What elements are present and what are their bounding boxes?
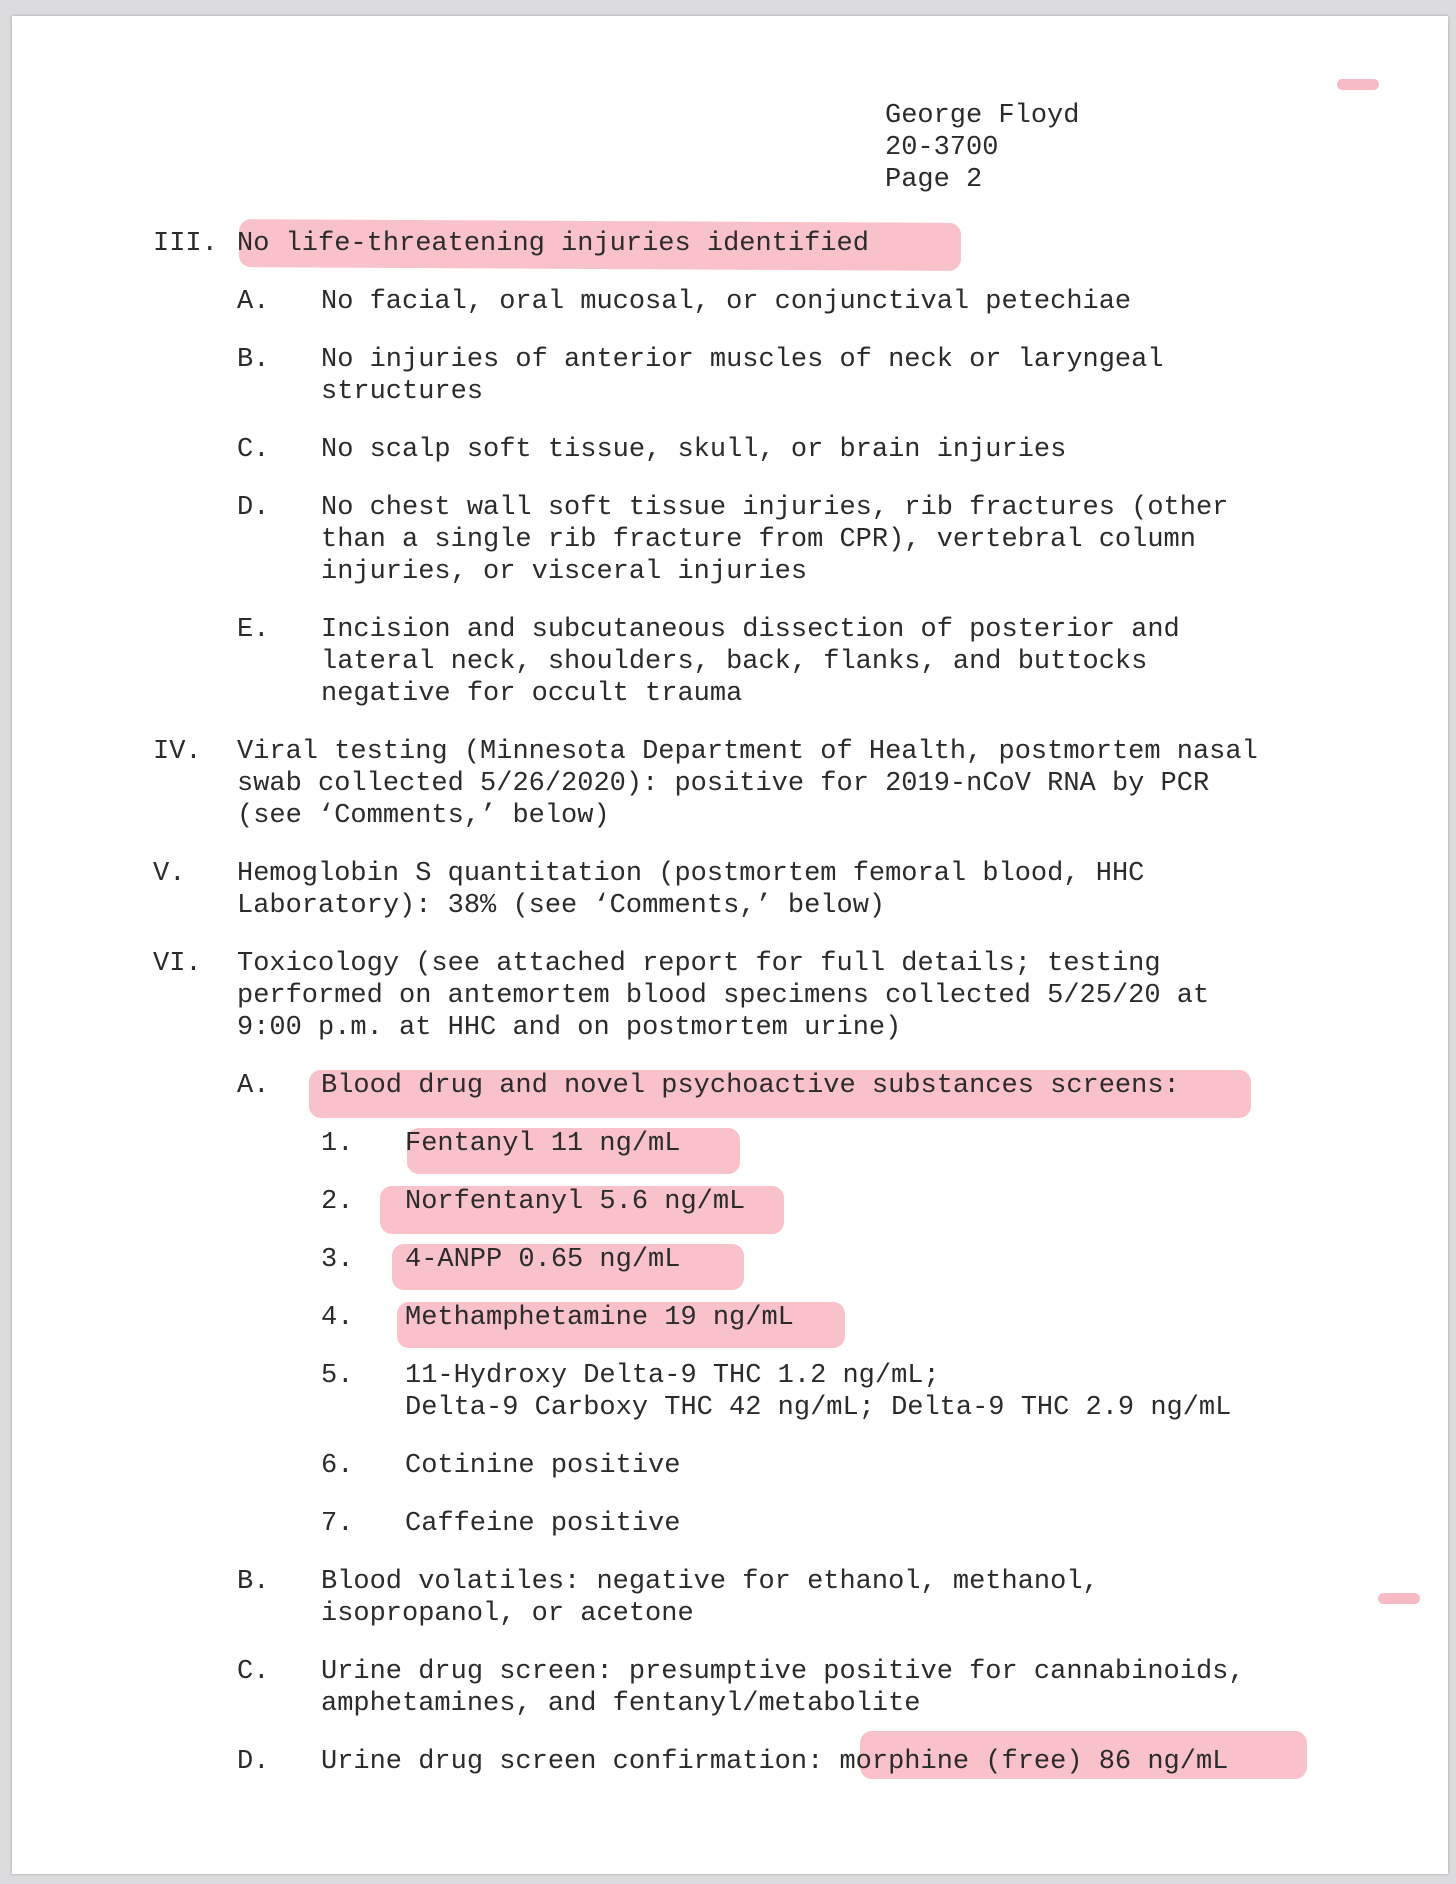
item-text: No facial, oral mucosal, or conjunctival petechiae (321, 287, 1132, 317)
section-text: Hemoglobin S quantitation (postmortem femoral blood, HHC (237, 859, 1145, 889)
subitem-label: 6. (321, 1451, 354, 1481)
item-label: D. (237, 1747, 270, 1777)
section-title: No life-threatening injuries identified (237, 229, 869, 259)
subitem-label: 2. (321, 1187, 354, 1217)
item-text: than a single rib fracture from CPR), vertebral column (321, 525, 1196, 555)
subitem-text: Methamphetamine 19 ng/mL (405, 1303, 794, 1333)
section-numeral: VI. (153, 949, 202, 979)
item-text: amphetamines, and fentanyl/metabolite (321, 1689, 921, 1719)
item-text: No injuries of anterior muscles of neck or laryngeal (321, 345, 1164, 375)
item-text: Urine drug screen: presumptive positive for cannabinoids, (321, 1657, 1245, 1687)
section-text: Toxicology (see attached report for full details; testing (237, 949, 1161, 979)
item-label: E. (237, 615, 270, 645)
item-text: lateral neck, shoulders, back, flanks, and buttocks (321, 647, 1148, 677)
item-text: Blood volatiles: negative for ethanol, methanol, (321, 1567, 1099, 1597)
section-text: (see ‘Comments,’ below) (237, 801, 610, 831)
subitem-label: 1. (321, 1129, 354, 1159)
item-label: B. (237, 345, 270, 375)
item-label: D. (237, 493, 270, 523)
document-page (12, 16, 1448, 1874)
section-numeral: III. (153, 229, 218, 259)
subitem-label: 4. (321, 1303, 354, 1333)
item-text: No chest wall soft tissue injuries, rib fractures (other (321, 493, 1229, 523)
margin-mark-top (1337, 79, 1379, 90)
section-numeral: IV. (153, 737, 202, 767)
subitem-text: 4-ANPP 0.65 ng/mL (405, 1245, 681, 1275)
section-text: 9:00 p.m. at HHC and on postmortem urine) (237, 1013, 902, 1043)
item-label: A. (237, 287, 270, 317)
item-text: negative for occult trauma (321, 679, 743, 709)
item-label: C. (237, 435, 270, 465)
item-text: Urine drug screen confirmation: morphine (free) 86 ng/mL (321, 1747, 1229, 1777)
subitem-text: Caffeine positive (405, 1509, 681, 1539)
subitem-text: Delta-9 Carboxy THC 42 ng/mL; Delta-9 THC 2.9 ng/mL (405, 1393, 1232, 1423)
header-case-number: 20-3700 (885, 133, 999, 163)
header-page: Page 2 (885, 165, 983, 195)
item-label: A. (237, 1071, 270, 1101)
section-text: performed on antemortem blood specimens collected 5/25/20 at (237, 981, 1210, 1011)
section-text: Viral testing (Minnesota Department of Health, postmortem nasal (237, 737, 1258, 767)
item-text: injuries, or visceral injuries (321, 557, 808, 587)
item-text: Incision and subcutaneous dissection of posterior and (321, 615, 1180, 645)
subitem-label: 7. (321, 1509, 354, 1539)
subitem-text: Cotinine positive (405, 1451, 681, 1481)
margin-mark-bottom (1378, 1593, 1420, 1604)
subitem-label: 3. (321, 1245, 354, 1275)
item-text: structures (321, 377, 484, 407)
item-text: isopropanol, or acetone (321, 1599, 694, 1629)
item-text: Blood drug and novel psychoactive substances screens: (321, 1071, 1180, 1101)
subitem-text: 11-Hydroxy Delta-9 THC 1.2 ng/mL; (405, 1361, 940, 1391)
section-text: swab collected 5/26/2020): positive for 2019-nCoV RNA by PCR (237, 769, 1210, 799)
item-text: No scalp soft tissue, skull, or brain injuries (321, 435, 1067, 465)
item-label: C. (237, 1657, 270, 1687)
item-label: B. (237, 1567, 270, 1597)
section-numeral: V. (153, 859, 186, 889)
section-text: Laboratory): 38% (see ‘Comments,’ below) (237, 891, 886, 921)
subitem-text: Norfentanyl 5.6 ng/mL (405, 1187, 746, 1217)
subitem-text: Fentanyl 11 ng/mL (405, 1129, 681, 1159)
subitem-label: 5. (321, 1361, 354, 1391)
header-name: George Floyd (885, 101, 1080, 131)
